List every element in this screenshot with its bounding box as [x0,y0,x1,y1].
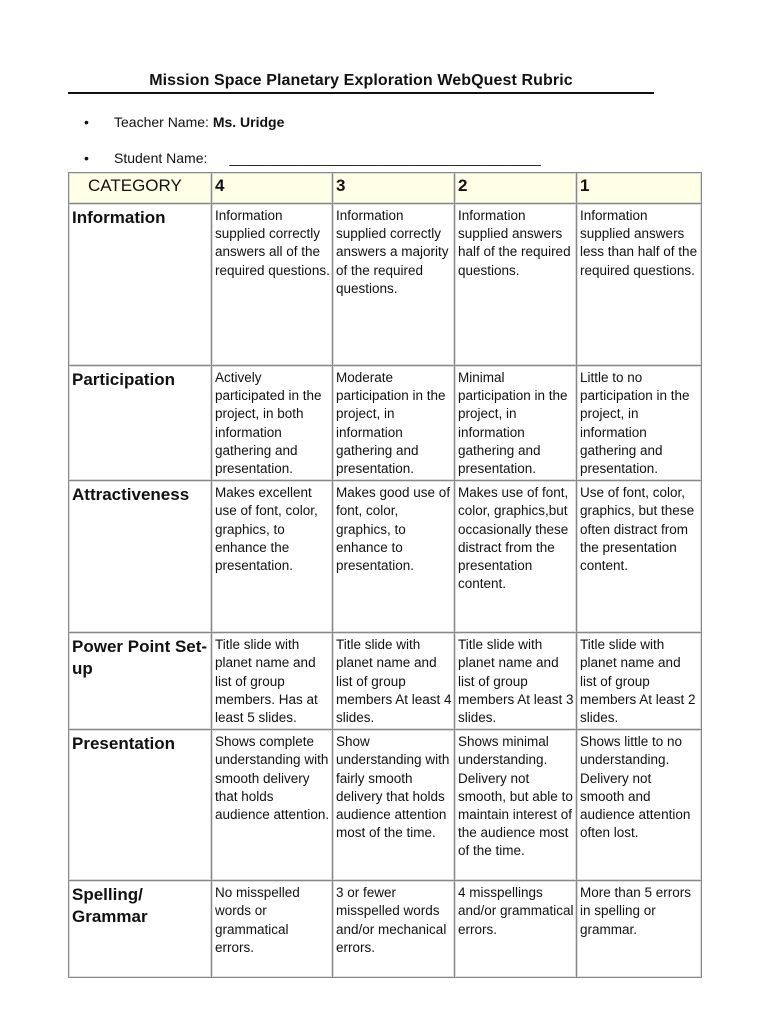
row-category: Information [69,204,212,366]
cell-score-3: Information supplied correctly answers a majority of the required questions. [333,204,455,366]
cell-score-4: Actively participated in the project, in both information gathering and presentation. [212,366,333,481]
table-row [69,204,702,366]
row-category: Spelling/ Grammar [69,881,212,978]
teacher-name-value: Ms. Uridge [212,114,285,130]
cell-score-1: Little to no participation in the project, in information gathering and presentation. [577,366,702,481]
header-score-4: 4 [212,173,333,204]
table-row [69,730,702,881]
rubric-table [68,172,702,978]
cell-score-3: Show understanding with fairly smooth delivery that holds audience attention most of the time. [333,730,455,881]
cell-score-3: Title slide with planet name and list of group members At least 4 slides. [333,633,455,730]
cell-score-2: Shows minimal understanding. Delivery not smooth, but able to maintain interest of the audience most of the time. [455,730,577,881]
teacher-name-line [84,114,284,130]
cell-score-2: Title slide with planet name and list of group members At least 3 slides. [455,633,577,730]
student-name-line [84,150,541,166]
student-name-blank: ________________________________________ [229,150,541,166]
row-category: Power Point Set-up [69,633,212,730]
cell-score-2: Makes use of font, color, graphics,but occasionally these distract from the presentation content. [455,481,577,633]
header-category: CATEGORY [69,173,212,204]
document-title: Mission Space Planetary Exploration WebQuest Rubric [149,72,573,89]
cell-score-2: Information supplied answers half of the required questions. [455,204,577,366]
cell-score-1: Title slide with planet name and list of group members At least 2 slides. [577,633,702,730]
cell-score-1: Shows little to no understanding. Delivery not smooth and audience attention often lost. [577,730,702,881]
student-name-label: Student Name: [114,150,208,166]
table-row [69,633,702,730]
cell-score-3: 3 or fewer misspelled words and/or mechanical errors. [333,881,455,978]
cell-score-4: Title slide with planet name and list of group members. Has at least 5 slides. [212,633,333,730]
cell-score-2: Minimal participation in the project, in information gathering and presentation. [455,366,577,481]
cell-score-4: Information supplied correctly answers all of the required questions. [212,204,333,366]
cell-score-3: Moderate participation in the project, in information gathering and presentation. [333,366,455,481]
row-category: Presentation [69,730,212,881]
document-title-block [68,72,654,94]
cell-score-1: More than 5 errors in spelling or grammar. [577,881,702,978]
header-score-3: 3 [333,173,455,204]
table-row [69,366,702,481]
row-category: Attractiveness [69,481,212,633]
header-score-1: 1 [577,173,702,204]
header-row [69,173,702,204]
cell-score-4: Makes excellent use of font, color, graphics, to enhance the presentation. [212,481,333,633]
table-row [69,881,702,978]
cell-score-1: Use of font, color, graphics, but these often distract from the presentation content. [577,481,702,633]
cell-score-2: 4 misspellings and/or grammatical errors. [455,881,577,978]
cell-score-4: Shows complete understanding with smooth delivery that holds audience attention. [212,730,333,881]
teacher-name-label: Teacher Name: [114,114,209,130]
cell-score-1: Information supplied answers less than half of the required questions. [577,204,702,366]
header-score-2: 2 [455,173,577,204]
cell-score-3: Makes good use of font, color, graphics, to enhance to presentation. [333,481,455,633]
table-row [69,481,702,633]
row-category: Participation [69,366,212,481]
cell-score-4: No misspelled words or grammatical errors. [212,881,333,978]
bullet: • [84,150,89,166]
bullet: • [84,114,89,130]
